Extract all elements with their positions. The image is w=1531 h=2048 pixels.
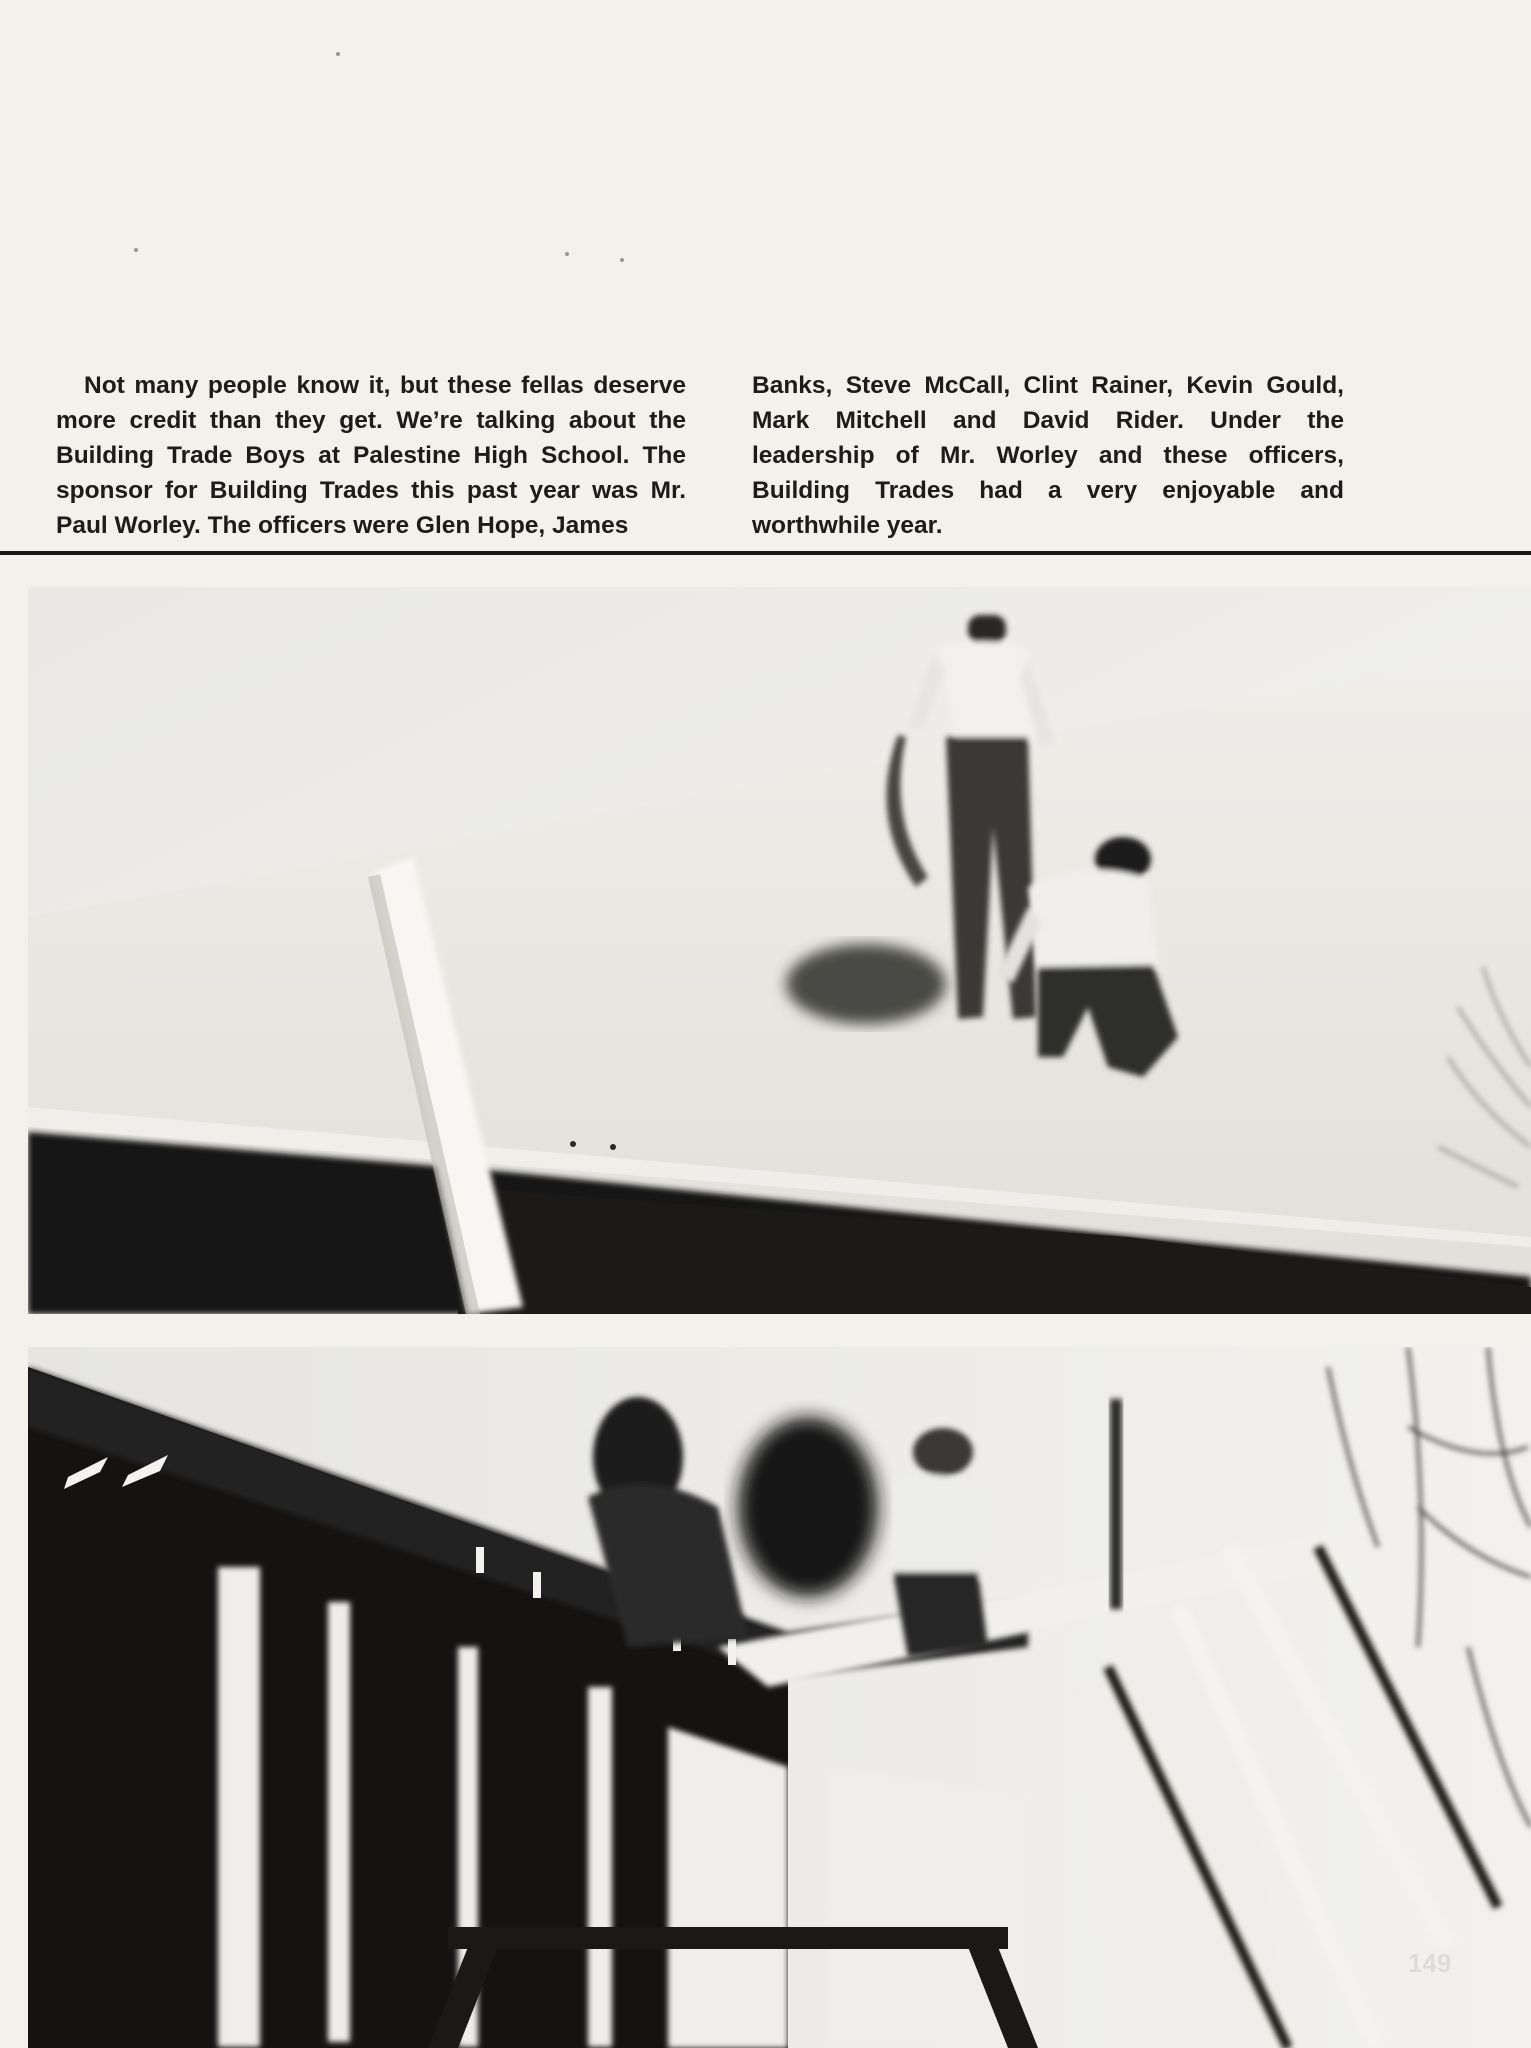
photo-roof-decking xyxy=(28,587,1531,1314)
photo-roof-decking-image xyxy=(28,587,1531,1314)
article-paragraph-continued: Banks, Steve McCall, Clint Rainer, Kevin Gould, Mark Mitchell and David Rider. Under the leadership of Mr. Worley and these officers, Building Trades had a very enjoyable and worthwhile year. xyxy=(752,372,1344,539)
photo-roof-framing-image xyxy=(28,1347,1531,2048)
paper-speck xyxy=(336,52,340,56)
article-paragraph: Not many people know it, but these fellas deserve more credit than they get. We’re talking about the Building Trade Boys at Palestine High School. The sponsor for Building Trades this past year was Mr. Paul Worley. The officers were Glen Hope, James xyxy=(56,372,686,539)
article-text-left-column xyxy=(56,368,686,543)
photo-roof-framing xyxy=(28,1347,1531,2048)
paper-speck xyxy=(565,252,569,256)
paper-speck xyxy=(620,258,624,262)
page-number: 149 xyxy=(1408,1948,1452,1978)
section-divider-rule xyxy=(0,551,1531,555)
article-text-right-column xyxy=(752,368,1344,543)
paper-speck xyxy=(134,248,138,252)
